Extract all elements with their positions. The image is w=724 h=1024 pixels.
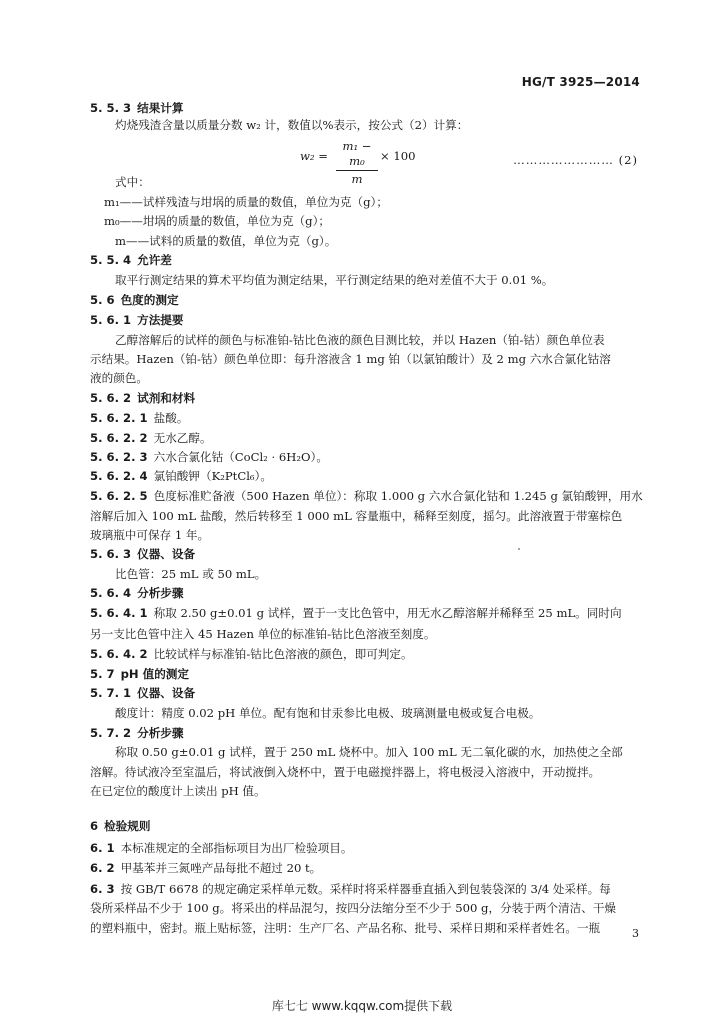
formula-numerator: m₁ − m₀ [342,139,372,168]
text-line [90,194,652,210]
clause-number: 5. 6. 4 [90,586,132,600]
line-text: 取平行测定结果的算术平均值为测定结果，平行测定结果的绝对差值不大于 0.01 %。 [115,273,554,287]
section-heading [90,292,638,308]
line-text: 灼烧残渣含量以质量分数 w₂ 计，数值以%表示，按公式（2）计算： [115,118,469,132]
clause-number: 5. 6. 2. 3 [90,450,148,464]
text-line [90,332,663,348]
text-line [90,626,638,642]
text-line [90,840,638,856]
clause-number: 6. 2 [90,861,115,875]
line-text: 色度的测定 [120,293,179,307]
clause-number: 6. 1 [90,841,115,855]
text-line [90,488,643,504]
text-line [90,705,663,721]
standard-code: HG/T 3925—2014 [521,75,640,89]
text-line [90,117,663,133]
section-heading [90,546,638,562]
line-text: 允许差 [137,253,172,267]
line-text: 式中： [115,175,150,189]
clause-number: 5. 6. 2. 2 [90,431,148,445]
section-heading [90,666,638,682]
line-text: 仪器、设备 [137,547,196,561]
clause-number: 5. 6. 3 [90,547,132,561]
line-text: m——试料的质量的数值，单位为克（g）。 [115,234,337,248]
line-text: 比较试样与标准铂-钴比色溶液的颜色，即可判定。 [153,647,413,661]
line-text: 色度标准贮备液（500 Hazen 单位）：称取 1.000 g 六水合氯化钴和 1.245 g 氯铂酸钾，用水 [153,489,643,503]
line-text: 方法提要 [137,313,184,327]
clause-number: 5. 6. 2. 4 [90,469,148,483]
line-text: 的塑料瓶中，密封。瓶上贴标签，注明：生产厂名、产品名称、批号、采样日期和采样者姓名。一瓶 [90,921,601,935]
line-text: 按 GB/T 6678 的规定确定采样单元数。采样时将采样器垂直插入到包装袋深的 3/4 处采样。每 [120,882,611,896]
text-line [90,783,638,799]
formula-rhs: × 100 [380,149,416,163]
section-heading [90,312,638,328]
section-heading [90,685,638,701]
text-line [90,764,638,780]
line-text: 称取 2.50 g±0.01 g 试样，置于一支比色管中，用无水乙醇溶解并稀释至 25 mL。同时向 [153,606,622,620]
text-line [90,646,638,662]
text-line [90,900,638,916]
line-text: pH 值的测定 [120,667,189,681]
line-text: m₁——试样残渣与坩埚的质量的数值，单位为克（g）； [104,195,388,209]
clause-number: 5. 6. 4. 1 [90,606,148,620]
clause-number: 5. 6. 4. 2 [90,647,148,661]
line-text: 无水乙醇。 [153,431,212,445]
line-text: 袋所采样品不少于 100 g。将采出的样品混匀，按四分法缩分至不少于 500 g，分装于两个清洁、干燥 [90,901,617,915]
line-text: 溶解。待试液冷至室温后，将试液倒入烧杯中，置于电磁搅拌器上，将电极浸入溶液中，开动搅拌。 [90,765,601,779]
text-line [90,468,638,484]
text-line [90,860,638,876]
text-line [90,508,638,524]
text-line [90,527,638,543]
clause-number: 5. 6 [90,293,115,307]
text-line [90,410,638,426]
fraction-bar [336,170,378,171]
line-text: 仪器、设备 [137,686,196,700]
line-text: 酸度计：精度 0.02 pH 单位。配有饱和甘汞参比电极、玻璃测量电极或复合电极。 [115,706,541,720]
formula-2 [300,139,638,186]
text-line [90,881,638,897]
section-heading [90,100,638,116]
clause-number: 6 [90,819,99,833]
text-line [90,566,663,582]
line-text: 玻璃瓶中可保存 1 年。 [90,528,210,542]
clause-number: 5. 6. 1 [90,313,132,327]
section-heading [90,390,638,406]
line-text: 分析步骤 [137,586,184,600]
clause-number: 5. 7. 2 [90,726,132,740]
scan-speck [518,548,520,550]
text-line [90,174,663,190]
line-text: 另一支比色管中注入 45 Hazen 单位的标准铂-钴比色溶液至刻度。 [90,627,436,641]
text-line [90,213,652,229]
text-line [90,430,638,446]
line-text: 分析步骤 [137,726,184,740]
section-heading [90,725,638,741]
formula-lhs: w₂ = [300,149,328,163]
clause-number: 5. 6. 2. 1 [90,411,148,425]
clause-number: 5. 6. 2 [90,391,132,405]
line-text: 称取 0.50 g±0.01 g 试样，置于 250 mL 烧杯中。加入 100 mL 无二氧化碳的水，加热使之全部 [115,745,623,759]
text-line [90,370,638,386]
section-heading [90,585,638,601]
clause-number: 5. 7 [90,667,115,681]
text-line [90,272,663,288]
line-text: 甲基苯并三氮唑产品每批不超过 20 t。 [120,861,322,875]
line-text: 本标准规定的全部指标项目为出厂检验项目。 [120,841,353,855]
text-line [90,920,638,936]
line-text: 比色管：25 mL 或 50 mL。 [115,567,267,581]
page-number: 3 [632,927,639,940]
clause-number: 5. 6. 2. 5 [90,489,148,503]
line-text: 液的颜色。 [90,371,148,385]
formula-number: …………………… (2) [513,153,638,167]
clause-number: 5. 5. 3 [90,101,132,115]
text-line [90,605,638,621]
formula-denominator: m [351,172,363,186]
text-line [90,351,638,367]
line-text: 试剂和材料 [137,391,196,405]
line-text: 溶解后加入 100 mL 盐酸，然后转移至 1 000 mL 容量瓶中，稀释至刻度，摇匀。此溶液置于带塞棕色 [90,509,623,523]
text-line [90,744,663,760]
line-text: 在已定位的酸度计上读出 pH 值。 [90,784,266,798]
line-text: m₀——坩埚的质量的数值，单位为克（g）； [104,214,330,228]
line-text: 示结果。Hazen（铂-钴）颜色单位即：每升溶液含 1 mg 铂（以氯铂酸计）及 2 mg 六水合氯化钴溶 [90,352,611,366]
clause-number: 5. 7. 1 [90,686,132,700]
section-heading [90,252,638,268]
line-text: 氯铂酸钾（K₂PtCl₆）。 [153,469,272,483]
line-text: 盐酸。 [153,411,189,425]
clause-number: 5. 5. 4 [90,253,132,267]
download-footer: 库七七 www.kqqw.com提供下载 [271,999,453,1013]
line-text: 检验规则 [104,819,151,833]
line-text: 六水合氯化钴（CoCl₂ · 6H₂O）。 [153,450,328,464]
line-text: 乙醇溶解后的试样的颜色与标准铂-钴比色液的颜色目测比较，并以 Hazen（铂-钴）颜色单位表 [115,333,605,347]
text-line [90,449,638,465]
text-line [90,233,663,249]
line-text: 结果计算 [137,101,184,115]
clause-number: 6. 3 [90,882,115,896]
section-heading [90,818,638,834]
